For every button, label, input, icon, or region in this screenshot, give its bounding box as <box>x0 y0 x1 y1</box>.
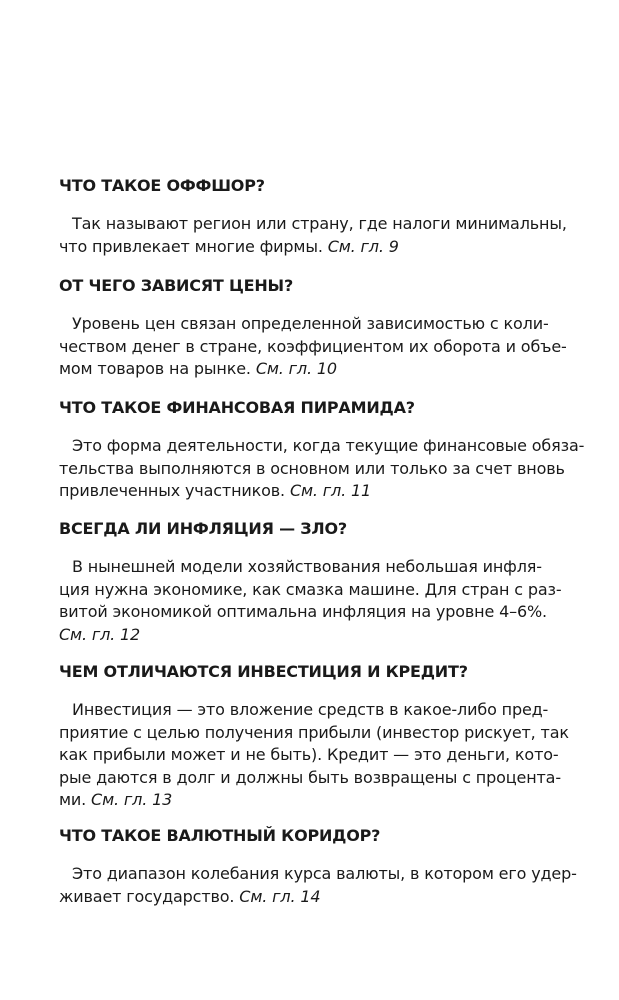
answer-line-last <box>59 236 529 259</box>
answer-line: как прибыли может и не быть). Кредит — это деньги, кото- <box>59 745 559 764</box>
answer-line-last <box>59 789 529 812</box>
answer-line: привлеченных участников. <box>59 481 285 500</box>
answer-line: приятие с целью получения прибыли (инвестор рискует, так <box>59 722 569 742</box>
answer-text <box>59 313 567 381</box>
answer-line: что привлекает многие фирмы. <box>59 236 323 256</box>
answer-line: рые даются в долг и должны быть возвращены с процента- <box>59 767 561 787</box>
question-heading: ВСЕГДА ЛИ ИНФЛЯЦИЯ — ЗЛО? <box>59 519 348 538</box>
answer-line: Это диапазон колебания курса валюты, в котором его удер- <box>72 864 577 883</box>
question-heading: ЧТО ТАКОЕ ОФФШОР? <box>59 176 265 195</box>
answer-text <box>59 435 585 503</box>
answer-line: В нынешней модели хозяйствования небольшая инфля- <box>72 557 542 576</box>
chapter-reference: См. гл. 14 <box>239 886 321 906</box>
answer-line: тельства выполняются в основном или только за счет вновь <box>59 458 565 478</box>
answer-line-last <box>59 358 529 381</box>
answer-line: чеством денег в стране, коэффициентом их оборота и объе- <box>59 336 567 356</box>
answer-line: Уровень цен связан определенной зависимостью с коли- <box>72 314 549 333</box>
answer-line-last <box>59 886 529 909</box>
answer-text <box>59 863 577 908</box>
answer-line: Это форма деятельности, когда текущие финансовые обяза- <box>72 436 585 455</box>
chapter-reference: См. гл. 10 <box>255 359 337 378</box>
answer-text <box>59 699 569 812</box>
answer-line: живает государство. <box>59 886 235 906</box>
answer-line: витой экономикой оптимальна инфляция на уровне 4–6%. <box>59 602 547 621</box>
faq-section-prices <box>59 276 567 381</box>
chapter-reference: См. гл. 13 <box>91 790 173 809</box>
answer-line: ция нужна экономике, как смазка машине. Для стран с раз- <box>59 579 562 599</box>
question-heading: ЧЕМ ОТЛИЧАЮТСЯ ИНВЕСТИЦИЯ И КРЕДИТ? <box>59 662 468 681</box>
answer-line: ми. <box>59 790 87 809</box>
faq-section-currency-corridor <box>59 826 577 908</box>
faq-section-investment-credit <box>59 662 569 812</box>
chapter-reference: См. гл. 12 <box>59 624 141 644</box>
question-heading: ЧТО ТАКОЕ ВАЛЮТНЫЙ КОРИДОР? <box>59 826 381 845</box>
answer-text <box>59 213 567 258</box>
faq-section-offshore <box>59 176 567 258</box>
answer-line: Инвестиция — это вложение средств в какое-либо пред- <box>72 700 549 719</box>
answer-line-last <box>59 480 529 503</box>
faq-section-inflation <box>59 519 562 646</box>
faq-section-pyramid <box>59 398 585 503</box>
answer-line: мом товаров на рынке. <box>59 359 251 378</box>
question-heading: ЧТО ТАКОЕ ФИНАНСОВАЯ ПИРАМИДА? <box>59 398 415 417</box>
question-heading: ОТ ЧЕГО ЗАВИСЯТ ЦЕНЫ? <box>59 276 294 295</box>
answer-line: Так называют регион или страну, где налоги минимальны, <box>72 214 567 233</box>
answer-text <box>59 556 562 646</box>
chapter-reference: См. гл. 9 <box>327 236 399 256</box>
chapter-reference: См. гл. 11 <box>289 481 372 500</box>
